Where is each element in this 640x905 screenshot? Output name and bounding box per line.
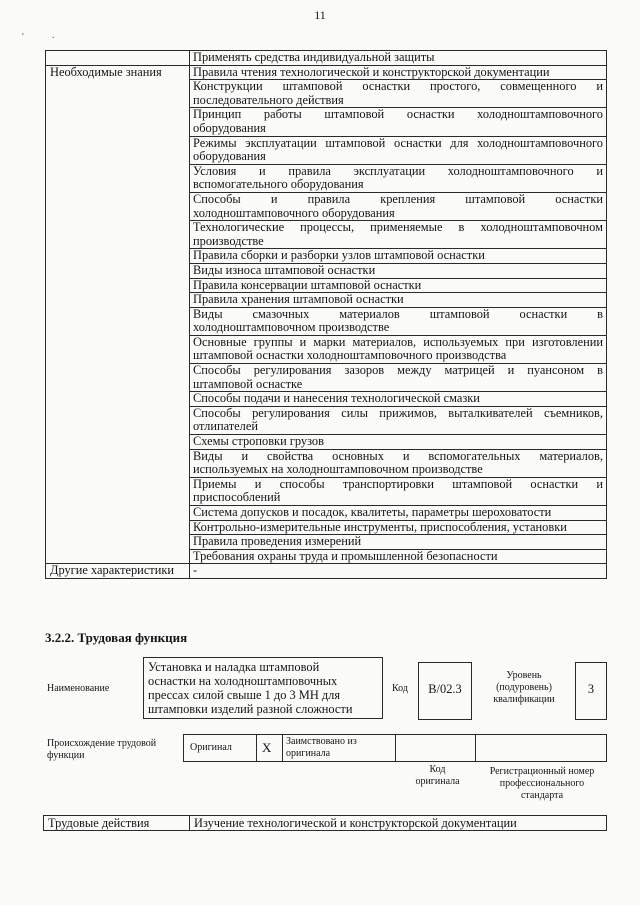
knowledge-item: Система допусков и посадок, квалитеты, параметры шероховатости: [190, 506, 607, 521]
level-box: 3: [575, 662, 607, 720]
knowledge-item: Основные группы и марки материалов, используемых при изготовлении штамповой оснастки холодноштамповочного производства: [190, 335, 607, 363]
empty-label-cell: [46, 51, 190, 66]
knowledge-item: Условия и правила эксплуатации холодноштамповочного и вспомогательного оборудования: [190, 164, 607, 192]
page-number: 11: [314, 8, 326, 22]
other-label: Другие характеристики: [46, 564, 190, 579]
code-caption: Код оригинала: [415, 764, 460, 787]
knowledge-item: Приемы и способы транспортировки штамповой оснастки и приспособлений: [190, 477, 607, 505]
knowledge-item: Принцип работы штамповой оснастки холодноштамповочного оборудования: [190, 108, 607, 136]
divider: [282, 734, 283, 762]
knowledge-label: Необходимые знания: [46, 65, 190, 564]
borrowed-label: Заимствовано из оригинала: [286, 736, 357, 759]
divider: [395, 734, 396, 762]
knowledge-item: Способы подачи и нанесения технологической смазки: [190, 392, 607, 407]
knowledge-table: [45, 50, 607, 579]
function-code-box: В/02.3: [418, 662, 472, 720]
knowledge-item: Контрольно-измерительные инструменты, приспособления, установки: [190, 520, 607, 535]
original-label: Оригинал: [190, 742, 232, 753]
knowledge-item: Способы и правила крепления штамповой оснастки холодноштамповочного оборудования: [190, 192, 607, 220]
knowledge-item: Виды и свойства основных и вспомогательных материалов, используемых на холодноштамповочном производстве: [190, 449, 607, 477]
knowledge-item: Режимы эксплуатации штамповой оснастки для холодноштамповочного оборудования: [190, 136, 607, 164]
divider: [475, 734, 476, 762]
other-value: -: [190, 564, 607, 579]
knowledge-item: Схемы строповки грузов: [190, 435, 607, 450]
name-label: Наименование: [47, 683, 110, 694]
level-label: Уровень (подуровень) квалификации: [493, 670, 555, 705]
knowledge-item: Способы регулирования зазоров между матрицей и пуансоном в штамповой оснастке: [190, 364, 607, 392]
table-row: [46, 65, 607, 80]
actions-label: Трудовые действия: [44, 816, 190, 831]
knowledge-item: Правила консервации штамповой оснастки: [190, 278, 607, 293]
knowledge-item: Правила чтения технологической и конструкторской документации: [190, 65, 607, 80]
scan-mark: ': [22, 32, 24, 43]
reg-caption: Регистрационный номер профессионального стандарта: [489, 766, 595, 801]
table-row: [44, 816, 607, 831]
actions-first: Изучение технологической и конструкторской документации: [190, 816, 607, 831]
knowledge-item: Технологические процессы, применяемые в холодноштамповочном производстве: [190, 221, 607, 249]
table-row: [46, 564, 607, 579]
origin-label: Происхождение трудовой функции: [47, 738, 157, 761]
divider: [256, 734, 257, 762]
actions-table: [43, 815, 607, 831]
section-title: 3.2.2. Трудовая функция: [45, 630, 188, 645]
knowledge-item: Правила хранения штамповой оснастки: [190, 293, 607, 308]
original-mark: X: [262, 740, 272, 755]
skills-last-cell: Применять средства индивидуальной защиты: [190, 51, 607, 66]
knowledge-item: Конструкции штамповой оснастки простого, совмещенного и последовательного действия: [190, 80, 607, 108]
knowledge-item: Требования охраны труда и промышленной безопасности: [190, 549, 607, 564]
knowledge-item: Правила сборки и разборки узлов штамповой оснастки: [190, 249, 607, 264]
scan-mark: .: [52, 30, 55, 41]
code-label: Код: [392, 683, 408, 694]
function-name-box: Установка и наладка штамповой оснастки на холодноштамповочных прессах силой свыше 1 до 3 МН для штамповки изделий разной сложности: [143, 657, 383, 719]
knowledge-item: Способы регулирования силы прижимов, выталкивателей съемников, отлипателей: [190, 406, 607, 434]
table-row: [46, 51, 607, 66]
knowledge-item: Виды смазочных материалов штамповой оснастки в холодноштамповочном производстве: [190, 307, 607, 335]
knowledge-item: Виды износа штамповой оснастки: [190, 263, 607, 278]
knowledge-item: Правила проведения измерений: [190, 535, 607, 550]
